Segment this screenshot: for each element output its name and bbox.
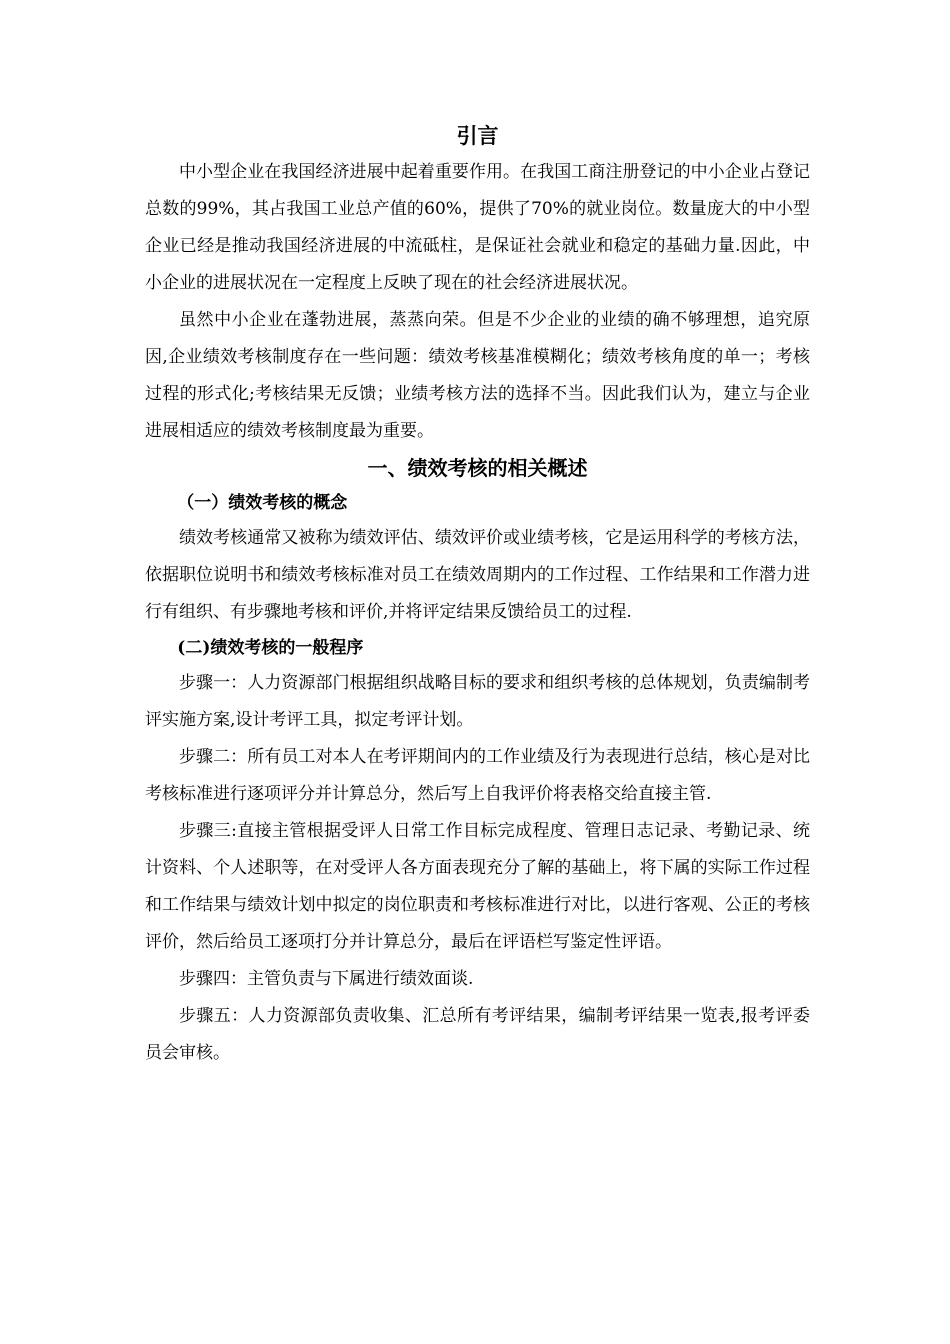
step-paragraph-2: 步骤二：所有员工对本人在考评期间内的工作业绩及行为表现进行总结，核心是对比考核标准进行逐项评分并计算总分，然后写上自我评价将表格交给直接主管. bbox=[145, 747, 810, 804]
step-paragraph-1: 步骤一：人力资源部门根据组织战略目标的要求和组织考核的总体规划，负责编制考评实施方案,设计考评工具，拟定考评计划。 bbox=[145, 673, 810, 730]
step-paragraph-3: 步骤三:直接主管根据受评人日常工作目标完成程度、管理日志记录、考勤记录、统计资料、个人述职等，在对受评人各方面表现充分了解的基础上，将下属的实际工作过程和工作结果与绩效计划中拟定的岗位职责和考核标准进行对比，以进行客观、公正的考核评价，然后给员工逐项打分并计算总分，最后在评语栏写鉴定性评语。 bbox=[145, 821, 810, 952]
concept-paragraph: 绩效考核通常又被称为绩效评估、绩效评价或业绩考核，它是运用科学的考核方法，依据职位说明书和绩效考核标准对员工在绩效周期内的工作过程、工作结果和工作潜力进行有组织、有步骤地考核和评价,并将评定结果反馈给员工的过程. bbox=[145, 528, 810, 622]
section-heading-overview: 一、绩效考核的相关概述 bbox=[367, 456, 588, 480]
subsection-heading-procedure: (二)绩效考核的一般程序 bbox=[177, 638, 364, 658]
intro-paragraph-1: 中小型企业在我国经济进展中起着重要作用。在我国工商注册登记的中小企业占登记总数的99%，其占我国工业总产值的60%，提供了70%的就业岗位。数量庞大的中小型企业已经是推动我国经济进展的中流砥柱，是保证社会就业和稳定的基础力量.因此，中小企业的进展状况在一定程度上反映了现在的社会经济进展状况。 bbox=[145, 162, 810, 293]
subsection-heading-concept: （一）绩效考核的概念 bbox=[177, 493, 348, 513]
document-page bbox=[145, 118, 810, 1072]
intro-paragraph-2: 虽然中小企业在蓬勃进展，蒸蒸向荣。但是不少企业的业绩的确不够理想，追究原因,企业绩效考核制度存在一些问题：绩效考核基准模糊化；绩效考核角度的单一；考核过程的形式化;考核结果无反馈；业绩考核方法的选择不当。因此我们认为，建立与企业进展相适应的绩效考核制度最为重要。 bbox=[145, 310, 810, 441]
document-title: 引言 bbox=[456, 123, 499, 148]
step-paragraph-5: 步骤五：人力资源部负责收集、汇总所有考评结果，编制考评结果一览表,报考评委员会审核。 bbox=[145, 1006, 810, 1063]
step-paragraph-4: 步骤四：主管负责与下属进行绩效面谈. bbox=[179, 969, 474, 989]
